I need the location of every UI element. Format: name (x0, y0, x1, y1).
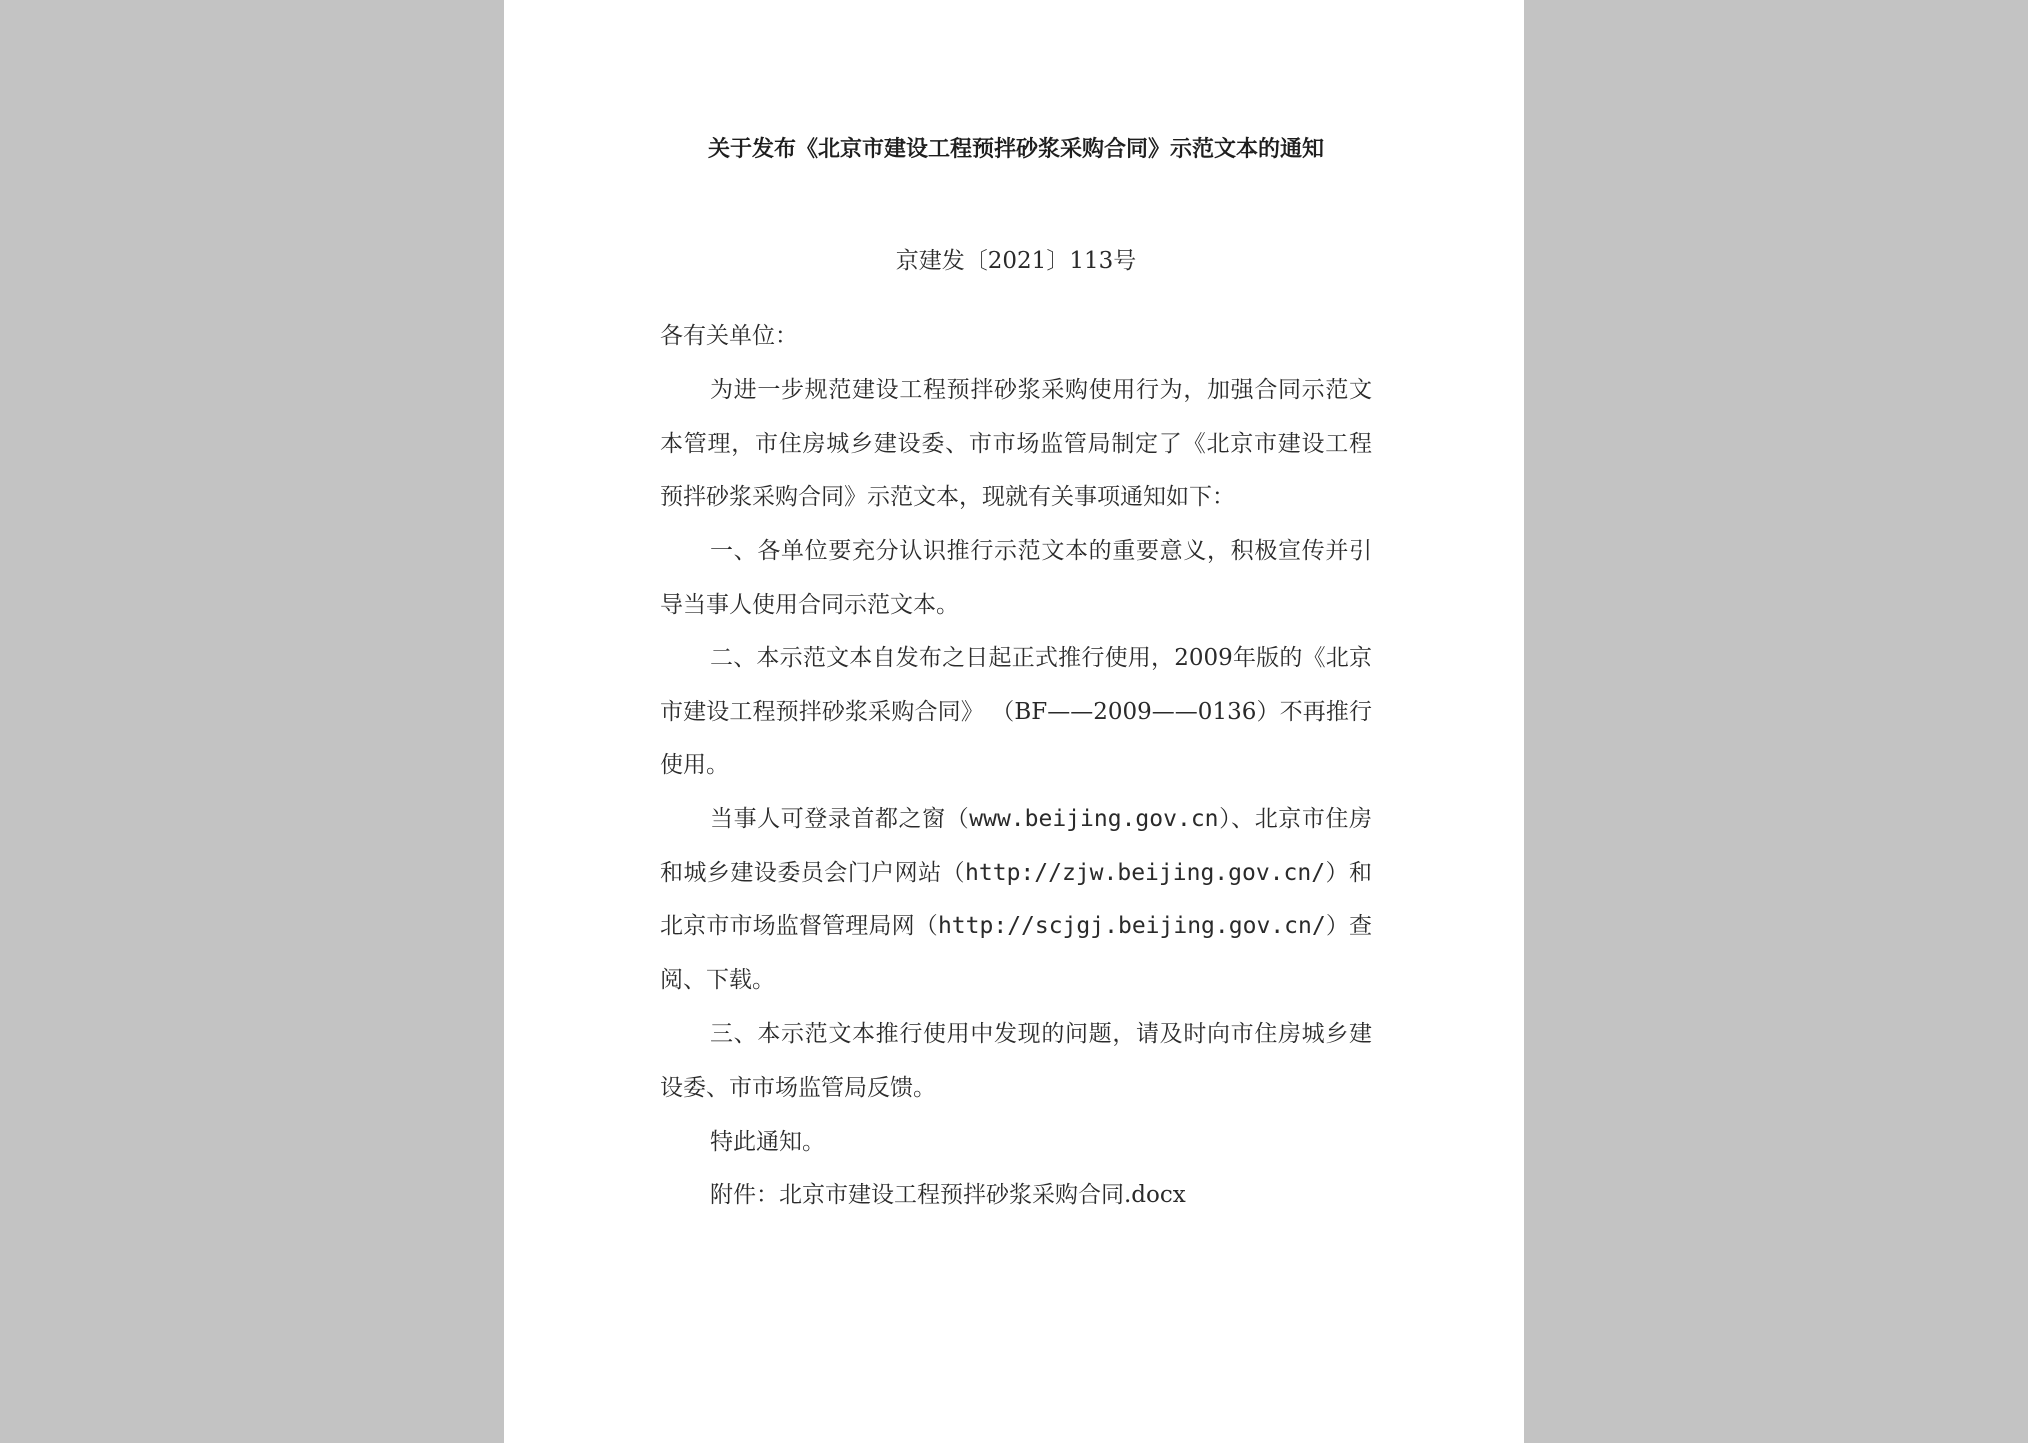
access-suffix: ）查阅、下载。 (660, 913, 1373, 993)
access-mid-2: ）和北京市市场监督管理局网（ (660, 859, 1373, 939)
item-two-paragraph: 二、本示范文本自发布之日起正式推行使用，2009年版的《北京市建设工程预拌砂浆采购合同》 （BF——2009——0136）不再推行使用。 (660, 645, 1372, 778)
salutation: 各有关单位： (660, 323, 798, 349)
access-mid-1: ）、北京市住房和城乡建设委员会门户网站（ (660, 806, 1373, 886)
link-beijing-gov[interactable]: www.beijing.gov.cn (969, 806, 1219, 832)
document-number: 京建发〔2021〕113号 (895, 248, 1137, 274)
item-one-paragraph: 一、各单位要充分认识推行示范文本的重要意义，积极宣传并引导当事人使用合同示范文本。 (660, 538, 1372, 618)
access-prefix: 当事人可登录首都之窗（ (710, 806, 970, 832)
link-zjw-beijing[interactable]: http://zjw.beijing.gov.cn/ (965, 859, 1326, 886)
attachment-line[interactable]: 附件：北京市建设工程预拌砂浆采购合同.docx (710, 1182, 1186, 1208)
closing-line: 特此通知。 (710, 1129, 825, 1155)
link-scjgj-beijing[interactable]: http://scjgj.beijing.gov.cn/ (937, 913, 1326, 939)
item-three-paragraph: 三、本示范文本推行使用中发现的问题，请及时向市住房城乡建设委、市市场监管局反馈。 (660, 1021, 1372, 1101)
access-paragraph (660, 793, 1372, 1007)
document-page (504, 0, 1524, 1443)
intro-paragraph: 为进一步规范建设工程预拌砂浆采购使用行为，加强合同示范文本管理，市住房城乡建设委、市市场监管局制定了《北京市建设工程预拌砂浆采购合同》示范文本，现就有关事项通知如下： (660, 377, 1372, 510)
document-title: 关于发布《北京市建设工程预拌砂浆采购合同》示范文本的通知 (707, 137, 1324, 162)
